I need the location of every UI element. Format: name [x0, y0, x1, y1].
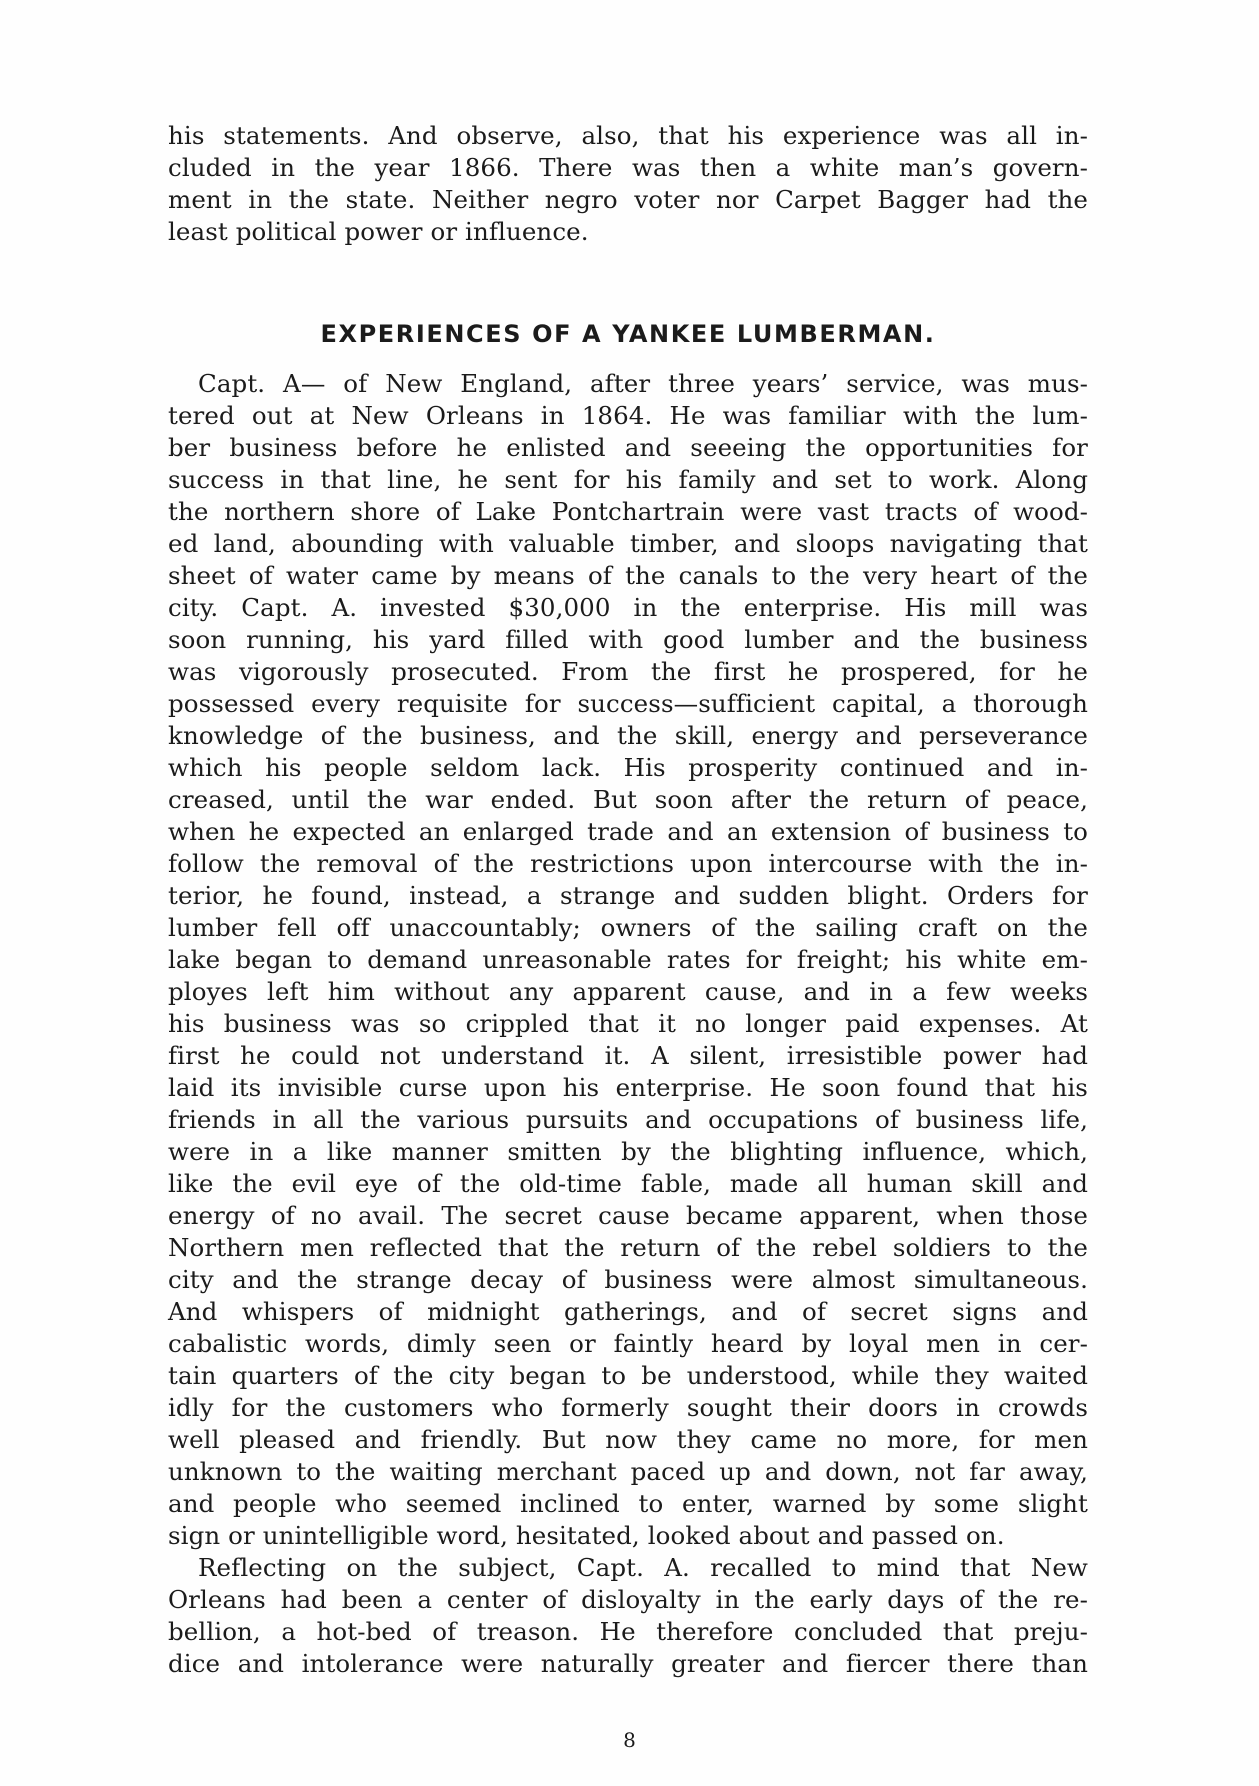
text-line: ment in the state. Neither negro voter nor Carpet Bagger had the: [168, 185, 1088, 214]
text-line: Capt. A— of New England, after three years’ service, was mus-: [198, 369, 1088, 398]
text-line: lumber fell off unaccountably; owners of the sailing craft on the: [168, 913, 1088, 942]
text-line: cluded in the year 1866. There was then a white man’s govern-: [168, 153, 1088, 182]
text-line: energy of no avail. The secret cause became apparent, when those: [168, 1201, 1088, 1230]
text-line: success in that line, he sent for his family and set to work. Along: [168, 465, 1088, 494]
text-line: unknown to the waiting merchant paced up and down, not far away,: [168, 1457, 1088, 1486]
text-line: well pleased and friendly. But now they came no more, for men: [168, 1425, 1088, 1454]
text-line: terior, he found, instead, a strange and sudden blight. Orders for: [168, 881, 1088, 910]
text-line: Orleans had been a center of disloyalty in the early days of the re-: [168, 1585, 1088, 1614]
text-line: possessed every requisite for success—sufficient capital, a thorough: [168, 689, 1088, 718]
text-line: bellion, a hot-bed of treason. He therefore concluded that preju-: [168, 1617, 1088, 1646]
text-line: follow the removal of the restrictions upon intercourse with the in-: [168, 849, 1088, 878]
text-line: And whispers of midnight gatherings, and of secret signs and: [168, 1297, 1088, 1326]
text-line: Reflecting on the subject, Capt. A. recalled to mind that New: [198, 1553, 1088, 1582]
text-line: laid its invisible curse upon his enterprise. He soon found that his: [168, 1073, 1088, 1102]
text-line: were in a like manner smitten by the blighting influence, which,: [168, 1137, 1088, 1166]
text-line: which his people seldom lack. His prosperity continued and in-: [168, 753, 1088, 782]
text-line: creased, until the war ended. But soon after the return of peace,: [168, 785, 1088, 814]
article-paragraph-1: [168, 368, 1088, 1552]
text-line: tered out at New Orleans in 1864. He was familiar with the lum-: [168, 401, 1088, 430]
text-line: Northern men reflected that the return of the rebel soldiers to the: [168, 1233, 1088, 1262]
text-line: when he expected an enlarged trade and an extension of business to: [168, 817, 1088, 846]
text-line: city and the strange decay of business were almost simultaneous.: [168, 1265, 1088, 1294]
text-line: the northern shore of Lake Pontchartrain were vast tracts of wood-: [168, 497, 1088, 526]
text-column: [168, 120, 1088, 1680]
text-line: idly for the customers who formerly sought their doors in crowds: [168, 1393, 1088, 1422]
text-line: ber business before he enlisted and seeeing the opportunities for: [168, 433, 1088, 462]
text-line: friends in all the various pursuits and occupations of business life,: [168, 1105, 1088, 1134]
text-line: ployes left him without any apparent cause, and in a few weeks: [168, 977, 1088, 1006]
page-number: 8: [623, 1728, 636, 1752]
text-line: knowledge of the business, and the skill, energy and perseverance: [168, 721, 1088, 750]
text-line: was vigorously prosecuted. From the first he prospered, for he: [168, 657, 1088, 686]
article-paragraph-2: [168, 1552, 1088, 1680]
text-line: least political power or influence.: [168, 217, 589, 246]
text-line: sign or unintelligible word, hesitated, looked about and passed on.: [168, 1521, 1005, 1550]
text-line: sheet of water came by means of the canals to the very heart of the: [168, 561, 1088, 590]
text-line: cabalistic words, dimly seen or faintly heard by loyal men in cer-: [168, 1329, 1088, 1358]
text-line: ed land, abounding with valuable timber, and sloops navigating that: [168, 529, 1088, 558]
text-line: like the evil eye of the old-time fable, made all human skill and: [168, 1169, 1088, 1198]
text-line: first he could not understand it. A silent, irresistible power had: [168, 1041, 1088, 1070]
previous-section-text: [168, 120, 1088, 248]
text-line: his statements. And observe, also, that his experience was all in-: [168, 121, 1088, 150]
text-line: dice and intolerance were naturally greater and fiercer there than: [168, 1649, 1088, 1678]
text-line: lake began to demand unreasonable rates for freight; his white em-: [168, 945, 1088, 974]
text-line: soon running, his yard filled with good lumber and the business: [168, 625, 1088, 654]
text-line: his business was so crippled that it no longer paid expenses. At: [168, 1009, 1088, 1038]
text-line: and people who seemed inclined to enter, warned by some slight: [168, 1489, 1088, 1518]
article-title: EXPERIENCES OF A YANKEE LUMBERMAN.: [320, 320, 936, 348]
text-line: city. Capt. A. invested $30,000 in the enterprise. His mill was: [168, 593, 1088, 622]
text-line: tain quarters of the city began to be understood, while they waited: [168, 1361, 1088, 1390]
